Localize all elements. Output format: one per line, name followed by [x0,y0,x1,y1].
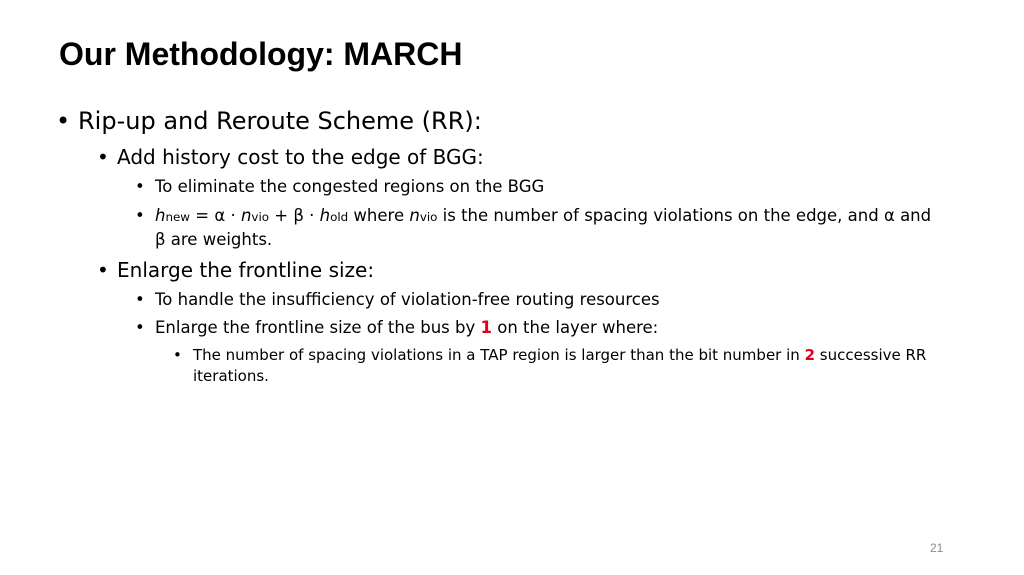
formula-n2: n [409,206,420,225]
bullet-insufficiency: To handle the insufficiency of violation-free routing resources [155,290,660,309]
formula-sub-vio2: vio [419,210,438,224]
slide-number: 21 [930,541,944,555]
formula-plus: + β · [269,206,320,225]
formula-rest: is the number of spacing violations on the edge, and α and [437,206,932,225]
violations-post: successive RR [815,346,927,364]
violations-num: 2 [804,346,815,364]
bullet-dot: • [135,318,145,337]
formula-sub-old: old [330,210,349,224]
bullet-enlarge: Enlarge the frontline size: [117,258,375,282]
bullet-history: Add history cost to the edge of BGG: [117,145,484,169]
bullet-dot: • [97,145,109,169]
enlarge-bus-pre: Enlarge the frontline size of the bus by [155,318,481,337]
bullet-eliminate: To eliminate the congested regions on the BGG [155,177,545,196]
formula-n: n [240,206,252,225]
formula-h-old: h [319,206,331,225]
formula-sub-vio: vio [251,210,270,224]
bullet-dot: • [97,258,109,282]
bullet-dot: • [56,107,71,135]
formula-where: where [348,206,410,225]
bullet-enlarge-bus [155,318,658,337]
bullet-dot: • [173,346,182,364]
bullet-formula-line2: β are weights. [155,230,273,249]
enlarge-bus-post: on the layer where: [492,318,659,337]
bullet-violations [193,346,926,364]
bullet-dot: • [135,206,145,225]
bullet-formula [155,206,931,225]
formula-sub-new: new [165,210,191,224]
bullet-rr: Rip-up and Reroute Scheme (RR): [78,107,482,135]
enlarge-bus-num: 1 [480,318,492,337]
slide-title: Our Methodology: MARCH [59,36,463,72]
bullet-dot: • [135,177,145,196]
bullet-dot: • [135,290,145,309]
violations-pre: The number of spacing violations in a TAP region is larger than the bit number in [193,346,805,364]
bullet-violations-line2: iterations. [193,367,269,385]
formula-h-new: h [155,206,166,225]
formula-eq: = α · [190,206,241,225]
